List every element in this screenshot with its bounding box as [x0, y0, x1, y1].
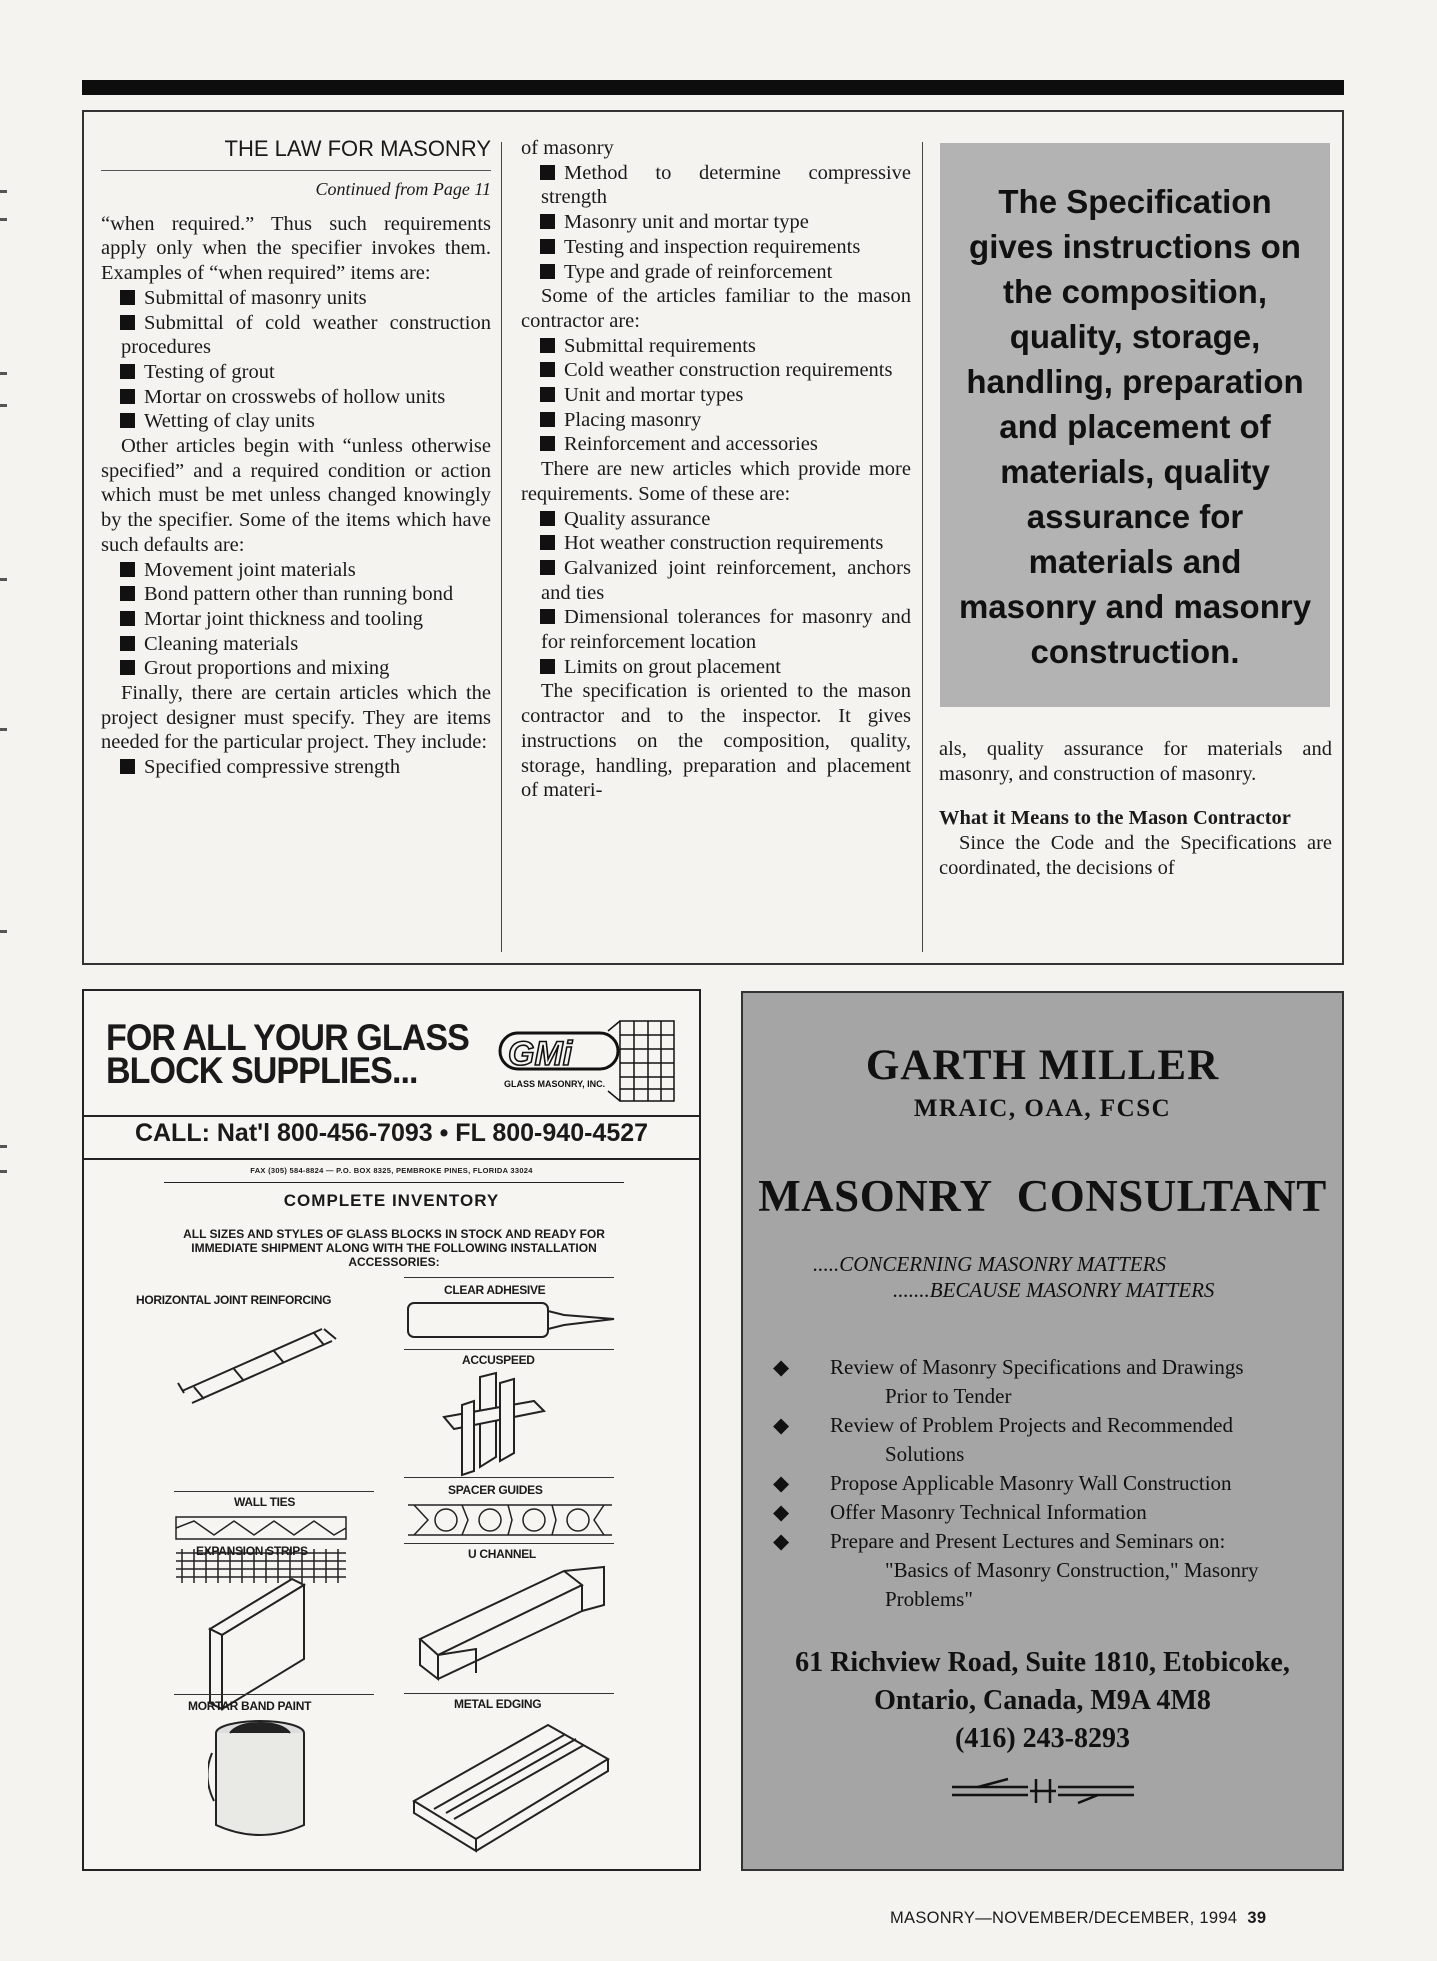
diamond-bullet-icon: ◆	[773, 1413, 790, 1437]
consultant-name: GARTH MILLER	[865, 1042, 1220, 1089]
column-3-paragraph: als, quality assurance for materials and masonry, and construction of masonry.	[939, 738, 1332, 785]
service-item: ◆ Propose Applicable Masonry Wall Construction	[773, 1469, 1333, 1498]
bullet-item: Galvanized joint reinforcement, anchors and ties	[541, 556, 911, 604]
product-rule	[404, 1543, 614, 1544]
bullet-item: Bond pattern other than running bond	[101, 582, 491, 607]
square-bullet-icon	[120, 389, 135, 404]
service-item: ◆ Offer Masonry Technical Information	[773, 1498, 1333, 1527]
adhesive-tube-icon	[404, 1297, 624, 1347]
product-label-metal: METAL EDGING	[454, 1697, 542, 1711]
product-label-horizontal: HORIZONTAL JOINT REINFORCING	[136, 1293, 332, 1307]
heading-rule	[101, 170, 491, 171]
expansion-strip-icon	[204, 1569, 334, 1719]
continued-note: Continued from Page 11	[315, 179, 491, 199]
consultant-address: 61 Richview Road, Suite 1810, Etobicoke, Ontario, Canada, M9A 4M8 (416) 243-8293	[795, 1647, 1290, 1754]
bullet-item: Cleaning materials	[101, 632, 491, 657]
publication-info: MASONRY—NOVEMBER/DECEMBER, 1994	[890, 1909, 1238, 1927]
bullet-item: Type and grade of reinforcement	[521, 260, 911, 285]
column-3-paragraph-2: Since the Code and the Specifications are coordinated, the decisions of	[939, 832, 1332, 879]
column-divider	[501, 142, 502, 952]
square-bullet-icon	[540, 165, 555, 180]
product-rule	[174, 1491, 374, 1492]
square-bullet-icon	[540, 412, 555, 427]
services-list	[773, 1353, 1333, 1614]
bullet-item: Reinforcement and accessories	[521, 432, 911, 457]
paint-can-icon	[208, 1717, 318, 1847]
paragraph: of masonry	[521, 137, 614, 159]
glass-block-ad	[82, 989, 701, 1871]
square-bullet-icon	[540, 338, 555, 353]
bullet-item: Testing of grout	[101, 360, 491, 385]
diamond-bullet-icon: ◆	[773, 1471, 790, 1495]
square-bullet-icon	[120, 660, 135, 675]
ad-phone-line: CALL: Nat'l 800-456-7093 • FL 800-940-4527	[134, 1119, 649, 1147]
gmi-logo-icon	[498, 1017, 678, 1105]
paragraph: Some of the articles familiar to the mason contractor are:	[521, 285, 911, 332]
joint-reinforcing-icon	[174, 1321, 374, 1411]
ad-fax-line: FAX (305) 584-8824 — P.O. BOX 8325, PEMBROKE PINES, FLORIDA 33024	[250, 1166, 533, 1175]
square-bullet-icon	[120, 315, 135, 330]
metal-edging-icon	[408, 1715, 618, 1855]
ad-rule	[84, 1115, 699, 1117]
product-rule	[174, 1694, 374, 1695]
tagline-2: .......BECAUSE MASONRY MATTERS	[893, 1278, 1215, 1302]
bullet-item: Submittal of cold weather construction procedures	[121, 311, 491, 359]
column-1-body	[101, 212, 491, 780]
product-label-wallties: WALL TIES	[234, 1495, 296, 1509]
pull-quote: The Specification gives instructions on the composition, quality, storage, handling, preparation and placement of materials, quality assurance for materials and masonry and masonry construction.	[940, 143, 1330, 707]
inventory-heading: COMPLETE INVENTORY	[283, 1191, 500, 1210]
square-bullet-icon	[540, 560, 555, 575]
bullet-item: Hot weather construction requirements	[521, 531, 911, 556]
spacer-guides-icon	[406, 1499, 616, 1541]
bullet-item: Dimensional tolerances for masonry and for reinforcement location	[541, 606, 911, 654]
paragraph: There are new articles which provide more requirements. Some of these are:	[521, 458, 911, 505]
paragraph: “when required.” Thus such requirements apply only when the specifier invokes them. Examples of “when required” items are:	[101, 212, 491, 285]
article-column-1	[101, 136, 491, 780]
square-bullet-icon	[120, 636, 135, 651]
bullet-item: Quality assurance	[521, 507, 911, 532]
accuspeed-spacer-icon	[440, 1371, 550, 1481]
article-box	[82, 110, 1344, 965]
product-label-uchannel: U CHANNEL	[468, 1547, 536, 1561]
service-item: ◆ Review of Masonry Specifications and Drawings Prior to Tender	[773, 1355, 1244, 1408]
bullet-item: Specified compressive strength	[101, 755, 491, 780]
page-footer	[890, 1909, 1266, 1928]
u-channel-icon	[414, 1565, 614, 1685]
square-bullet-icon	[120, 290, 135, 305]
paragraph: Finally, there are certain articles which the project designer must specify. They are items needed for the particular project. They include:	[101, 682, 491, 754]
service-item: ◆ Prepare and Present Lectures and Seminars on: "Basics of Masonry Construction," Masonry Problems"	[773, 1529, 1259, 1611]
square-bullet-icon	[540, 511, 555, 526]
product-rule	[404, 1349, 614, 1350]
square-bullet-icon	[120, 364, 135, 379]
product-label-adhesive: CLEAR ADHESIVE	[444, 1283, 546, 1297]
inventory-description: ALL SIZES AND STYLES OF GLASS BLOCKS IN STOCK AND READY FOR IMMEDIATE SHIPMENT ALONG WITH THE FOLLOWING INSTALLATION ACCESSORIES:	[183, 1227, 605, 1269]
logo-lettering: GMi	[508, 1035, 573, 1073]
consultant-credentials: MRAIC, OAA, FCSC	[913, 1095, 1172, 1122]
bullet-item: Placing masonry	[521, 408, 911, 433]
top-rule	[82, 80, 1344, 95]
article-heading: THE LAW FOR MASONRY	[224, 136, 491, 161]
square-bullet-icon	[540, 436, 555, 451]
bullet-item: Submittal requirements	[521, 334, 911, 359]
bullet-item: Submittal of masonry units	[101, 286, 491, 311]
tagline-1: .....CONCERNING MASONRY MATTERS	[813, 1252, 1166, 1276]
bullet-item: Masonry unit and mortar type	[521, 210, 911, 235]
bullet-item: Mortar on crosswebs of hollow units	[101, 385, 491, 410]
bullet-item: Grout proportions and mixing	[101, 656, 491, 681]
bullet-item: Unit and mortar types	[521, 383, 911, 408]
square-bullet-icon	[540, 609, 555, 624]
square-bullet-icon	[120, 562, 135, 577]
square-bullet-icon	[540, 239, 555, 254]
product-rule	[404, 1693, 614, 1694]
square-bullet-icon	[120, 586, 135, 601]
logo-subtitle: GLASS MASONRY, INC.	[504, 1079, 606, 1089]
square-bullet-icon	[120, 759, 135, 774]
ad-rule	[164, 1182, 624, 1183]
diamond-bullet-icon: ◆	[773, 1529, 790, 1553]
decorative-ornament-icon	[948, 1775, 1138, 1805]
product-rule	[404, 1477, 614, 1478]
bullet-item: Limits on grout placement	[521, 655, 911, 680]
product-rule	[404, 1277, 614, 1278]
bullet-item: Wetting of clay units	[101, 409, 491, 434]
article-column-2	[521, 136, 911, 803]
ad-headline: FOR ALL YOUR GLASS BLOCK SUPPLIES...	[106, 1017, 469, 1091]
square-bullet-icon	[540, 264, 555, 279]
paragraph: The specification is oriented to the mason contractor and to the inspector. It gives instructions on the composition, quality, storage, handling, preparation and placement of materi-	[521, 680, 911, 802]
square-bullet-icon	[540, 659, 555, 674]
square-bullet-icon	[540, 362, 555, 377]
square-bullet-icon	[120, 611, 135, 626]
column-2-body	[521, 136, 911, 803]
column-divider	[922, 142, 923, 952]
product-label-expansion: EXPANSION STRIPS	[196, 1544, 308, 1558]
bullet-item: Movement joint materials	[101, 558, 491, 583]
product-label-spacer: SPACER GUIDES	[448, 1483, 543, 1497]
paragraph: Other articles begin with “unless otherwise specified” and a required condition or action which must be met unless changed knowingly by the specifier. Some of the items which have such defaults are:	[101, 435, 491, 556]
bullet-item: Cold weather construction requirements	[521, 358, 911, 383]
diamond-bullet-icon: ◆	[773, 1500, 790, 1524]
bullet-item: Method to determine compressive strength	[541, 161, 911, 209]
bullet-item: Mortar joint thickness and tooling	[101, 607, 491, 632]
bullet-item: Testing and inspection requirements	[521, 235, 911, 260]
product-label-accuspeed: ACCUSPEED	[462, 1353, 535, 1367]
product-label-mortar: MORTAR BAND PAINT	[188, 1699, 312, 1713]
diamond-bullet-icon: ◆	[773, 1355, 790, 1379]
ad-rule	[84, 1158, 699, 1160]
square-bullet-icon	[540, 214, 555, 229]
subheading: What it Means to the Mason Contractor	[939, 807, 1291, 830]
page-number: 39	[1247, 1909, 1267, 1927]
masonry-consultant-ad	[741, 991, 1344, 1871]
article-column-3	[939, 737, 1332, 881]
square-bullet-icon	[120, 413, 135, 428]
service-item: ◆ Review of Problem Projects and Recommended Solutions	[773, 1413, 1233, 1466]
square-bullet-icon	[540, 387, 555, 402]
consultant-title: MASONRY CONSULTANT	[758, 1171, 1327, 1221]
square-bullet-icon	[540, 535, 555, 550]
